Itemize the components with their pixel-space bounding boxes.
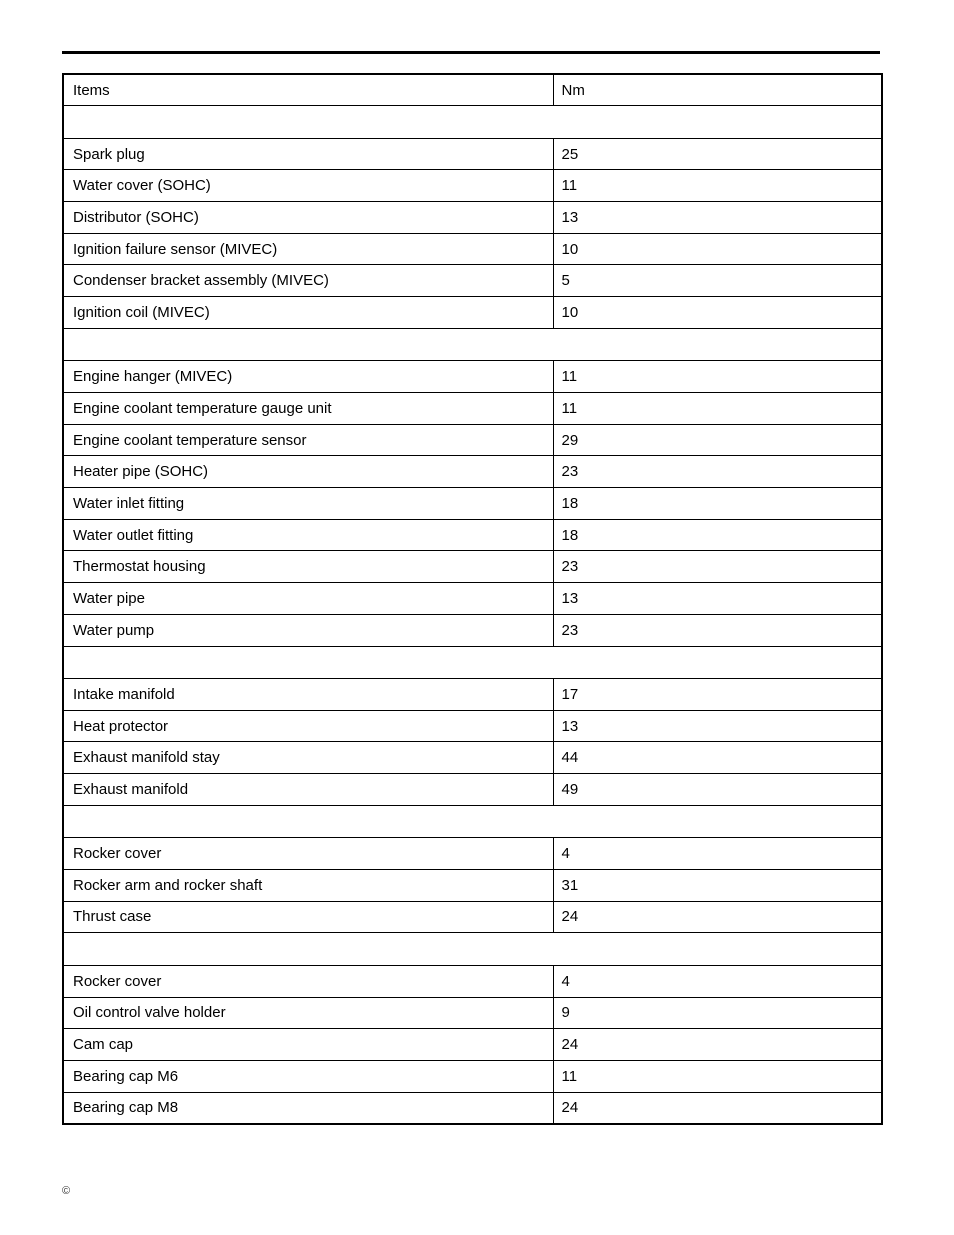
item-cell: Rocker arm and rocker shaft — [63, 869, 553, 901]
table-header-row — [63, 74, 882, 106]
nm-cell: 17 — [553, 679, 882, 711]
nm-cell: 24 — [553, 901, 882, 933]
section-row — [63, 328, 882, 361]
table-row — [63, 519, 882, 551]
nm-cell: 10 — [553, 233, 882, 265]
table-row — [63, 361, 882, 393]
table-row — [63, 838, 882, 870]
item-cell: Water outlet fitting — [63, 519, 553, 551]
table-row — [63, 1092, 882, 1124]
item-cell: Bearing cap M8 — [63, 1092, 553, 1124]
section-row — [63, 106, 882, 139]
table-row — [63, 679, 882, 711]
nm-cell: 10 — [553, 297, 882, 329]
section-row — [63, 646, 882, 679]
nm-cell: 23 — [553, 614, 882, 646]
section-row — [63, 805, 882, 838]
item-cell: Thrust case — [63, 901, 553, 933]
item-cell: Heat protector — [63, 710, 553, 742]
nm-cell: 13 — [553, 583, 882, 615]
item-cell: Heater pipe (SOHC) — [63, 456, 553, 488]
section-cell — [63, 933, 882, 966]
table-row — [63, 869, 882, 901]
section-cell — [63, 646, 882, 679]
nm-cell: 24 — [553, 1029, 882, 1061]
section-cell — [63, 328, 882, 361]
table-row — [63, 614, 882, 646]
item-cell: Water inlet fitting — [63, 488, 553, 520]
table-row — [63, 710, 882, 742]
table-row — [63, 1029, 882, 1061]
item-cell: Exhaust manifold stay — [63, 742, 553, 774]
nm-cell: 23 — [553, 551, 882, 583]
table-row — [63, 774, 882, 806]
section-cell — [63, 106, 882, 139]
nm-cell: 13 — [553, 710, 882, 742]
item-cell: Engine hanger (MIVEC) — [63, 361, 553, 393]
copyright-mark: © — [62, 1185, 71, 1197]
table-row — [63, 202, 882, 234]
top-rule — [62, 51, 880, 54]
table-row — [63, 742, 882, 774]
table-row — [63, 997, 882, 1029]
section-row — [63, 933, 882, 966]
nm-cell: 5 — [553, 265, 882, 297]
table-row — [63, 583, 882, 615]
item-cell: Engine coolant temperature gauge unit — [63, 393, 553, 425]
nm-cell: 11 — [553, 361, 882, 393]
header-items: Items — [63, 74, 553, 106]
nm-cell: 24 — [553, 1092, 882, 1124]
item-cell: Thermostat housing — [63, 551, 553, 583]
item-cell: Intake manifold — [63, 679, 553, 711]
item-cell: Rocker cover — [63, 965, 553, 997]
item-cell: Spark plug — [63, 138, 553, 170]
item-cell: Cam cap — [63, 1029, 553, 1061]
table-row — [63, 965, 882, 997]
nm-cell: 18 — [553, 488, 882, 520]
nm-cell: 4 — [553, 965, 882, 997]
item-cell: Bearing cap M6 — [63, 1060, 553, 1092]
item-cell: Rocker cover — [63, 838, 553, 870]
nm-cell: 13 — [553, 202, 882, 234]
item-cell: Exhaust manifold — [63, 774, 553, 806]
table-row — [63, 488, 882, 520]
table-row — [63, 265, 882, 297]
table-row — [63, 393, 882, 425]
item-cell: Water pipe — [63, 583, 553, 615]
item-cell: Distributor (SOHC) — [63, 202, 553, 234]
item-cell: Water pump — [63, 614, 553, 646]
item-cell: Water cover (SOHC) — [63, 170, 553, 202]
nm-cell: 18 — [553, 519, 882, 551]
table-row — [63, 551, 882, 583]
table-row — [63, 1060, 882, 1092]
nm-cell: 4 — [553, 838, 882, 870]
table-row — [63, 138, 882, 170]
item-cell: Engine coolant temperature sensor — [63, 424, 553, 456]
header-nm: Nm — [553, 74, 882, 106]
item-cell: Oil control valve holder — [63, 997, 553, 1029]
nm-cell: 49 — [553, 774, 882, 806]
section-cell — [63, 805, 882, 838]
nm-cell: 31 — [553, 869, 882, 901]
nm-cell: 23 — [553, 456, 882, 488]
nm-cell: 11 — [553, 170, 882, 202]
table-row — [63, 424, 882, 456]
nm-cell: 29 — [553, 424, 882, 456]
nm-cell: 44 — [553, 742, 882, 774]
table-row — [63, 901, 882, 933]
nm-cell: 11 — [553, 1060, 882, 1092]
table-row — [63, 456, 882, 488]
item-cell: Ignition failure sensor (MIVEC) — [63, 233, 553, 265]
table-row — [63, 297, 882, 329]
torque-spec-table — [62, 73, 883, 1125]
nm-cell: 11 — [553, 393, 882, 425]
item-cell: Condenser bracket assembly (MIVEC) — [63, 265, 553, 297]
nm-cell: 25 — [553, 138, 882, 170]
item-cell: Ignition coil (MIVEC) — [63, 297, 553, 329]
nm-cell: 9 — [553, 997, 882, 1029]
table-row — [63, 170, 882, 202]
table-row — [63, 233, 882, 265]
